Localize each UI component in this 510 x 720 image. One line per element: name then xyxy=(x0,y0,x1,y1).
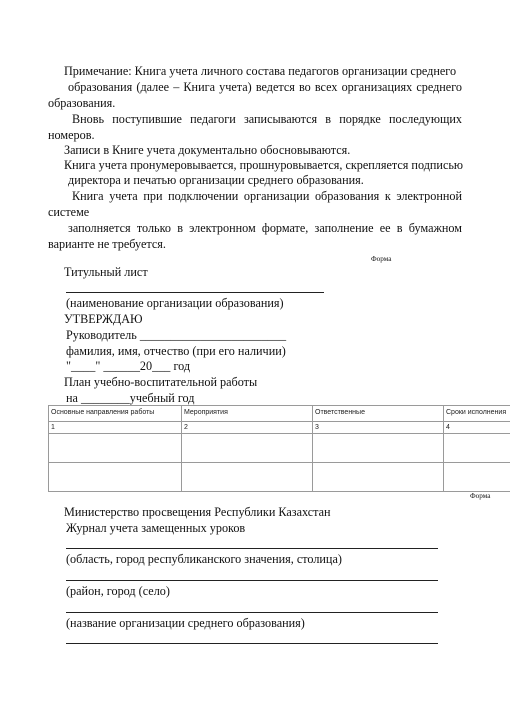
approve-heading: УТВЕРЖДАЮ xyxy=(64,312,143,326)
date-line: "____" ______20___ год xyxy=(66,359,191,373)
note-line-6: Записи в Книге учета документально обосновываются. xyxy=(64,143,351,157)
form-label-2: Форма xyxy=(470,492,491,500)
org-name-caption: (наименование организации образования) xyxy=(66,296,284,310)
note-line-1: Примечание: Книга учета личного состава педагогов организации среднего xyxy=(64,64,457,78)
table-col-number-1: 1 xyxy=(51,424,55,431)
table-header-directions: Основные направления работы xyxy=(51,409,155,416)
journal-title: Журнал учета замещенных уроков xyxy=(66,521,246,535)
bottom-line xyxy=(66,643,438,644)
table-header-responsible: Ответственные xyxy=(315,409,365,416)
org-caption: (название организации среднего образования) xyxy=(66,616,305,630)
table-header-events: Мероприятия xyxy=(184,409,228,416)
region-caption: (область, город республиканского значения, столица) xyxy=(66,552,342,566)
note-line-12: варианте не требуется. xyxy=(48,237,166,251)
note-line-3: образования. xyxy=(48,96,116,110)
note-line-4: Вновь поступившие педагоги записываются в порядке последующих xyxy=(72,112,462,126)
academic-year-line: на ________учебный год xyxy=(66,391,195,405)
table-col-number-2: 2 xyxy=(184,424,188,431)
district-line xyxy=(66,580,438,581)
title-page-heading: Титульный лист xyxy=(64,265,148,279)
form-label-1: Форма xyxy=(371,255,392,263)
fio-caption: фамилия, имя, отчество (при его наличии) xyxy=(66,344,286,358)
table-col-number-4: 4 xyxy=(446,424,450,431)
note-line-11: заполняется только в электронном формате, заполнение ее в бумажном xyxy=(68,221,462,235)
plan-title: План учебно-воспитательной работы xyxy=(64,375,258,389)
note-line-2: образования (далее – Книга учета) ведется во всех организациях среднего xyxy=(68,80,462,94)
ministry-name: Министерство просвещения Республики Казахстан xyxy=(64,505,331,519)
head-signature-line: Руководитель ________________________ xyxy=(66,328,287,342)
district-caption: (район, город (село) xyxy=(66,584,170,598)
note-line-8: директора и печатью организации среднего образования. xyxy=(68,173,364,187)
table-col-number-3: 3 xyxy=(315,424,319,431)
table-header-deadlines: Сроки исполнения xyxy=(446,409,507,416)
org-name-line xyxy=(66,292,324,293)
note-line-7: Книга учета пронумеровывается, прошнуровывается, скрепляется подписью xyxy=(64,158,464,172)
note-line-5: номеров. xyxy=(48,128,95,142)
org-line xyxy=(66,612,438,613)
note-line-9: Книга учета при подключении организации образования к электронной xyxy=(72,189,462,203)
note-line-10: системе xyxy=(48,205,90,219)
region-line xyxy=(66,548,438,549)
